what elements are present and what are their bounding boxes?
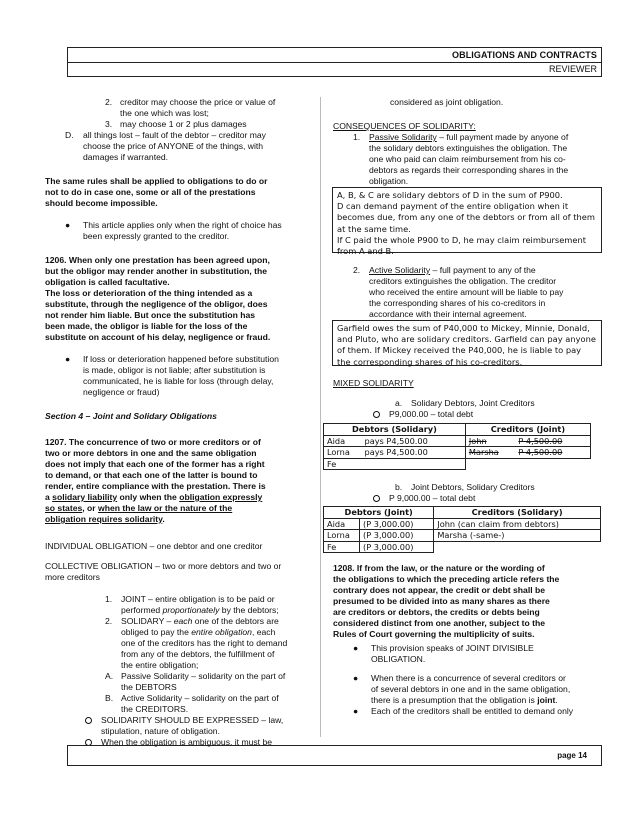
right-column bbox=[327, 97, 601, 717]
consequence-active: 2. Active Solidarity – full payment to any of the creditors extinguishes the obligation. The creditor who received the entire amount will be liable to pay the corresponding shares of his co-creditors in accordance with their internal agreement. bbox=[353, 265, 564, 319]
collective-obligation: COLLECTIVE OBLIGATION – two or more debtors and two or more creditors bbox=[45, 561, 282, 582]
choice-list bbox=[45, 97, 313, 130]
example-box-active: Garfield owes the sum of P40,000 to Mickey, Minnie, Donald, and Pluto, who are solidary creditors. Garfield can pay anyone of them. If Mickey received the P40,000, he is liable to pay the corresponding shares of his co-creditors. bbox=[332, 320, 602, 366]
list-item-text: the one which was lost; bbox=[120, 108, 209, 118]
consequences-heading: CONSEQUENCES OF SOLIDARITY: bbox=[333, 121, 476, 131]
table-row: Fe (P 3,000.00) bbox=[324, 541, 601, 553]
header-subtitle: REVIEWER bbox=[548, 64, 597, 74]
bullet-loss: ● If loss or deterioration happened before substitution is made, obligor is not liable; after substitution is communicated, he is liable for loss (through delay, negligence or fraud) bbox=[65, 354, 279, 397]
bullet-right-of-choice: ● This article applies only when the right of choice has been expressly granted to the creditor. bbox=[65, 220, 282, 241]
article-1206: 1206. When only one prestation has been agreed upon, but the obligor may render another in substitution, the obligation is called facultative. The loss or deterioration of the thing intended as a substitute, through the negligence of the obligor, does not render him liable. But once the substitution has been made, the obligor is liable for the loss of the substitute on account of his delay, negligence or fraud. bbox=[45, 255, 271, 342]
table-header: Creditors (Joint) bbox=[465, 424, 590, 436]
circle-bullet-icon bbox=[373, 411, 380, 418]
table-row: Fe bbox=[324, 458, 591, 470]
bullet-concurrence: ● When there is a concurrence of several creditors or of several debtors in one and in the same obligation, there is a presumption that the obligation is joint. ● Each of the creditors shall be entitled to demand only bbox=[353, 673, 574, 716]
list-marker: 3. bbox=[105, 119, 113, 129]
list-item-text: all things lost – fault of the debtor – creditor may bbox=[83, 130, 266, 140]
mixed-b: b. Joint Debtors, Solidary Creditors P 9,000.00 – total debt bbox=[333, 482, 601, 506]
table-solidary-debtors bbox=[323, 423, 591, 470]
mixed-solidarity-heading: MIXED SOLIDARITY bbox=[333, 378, 414, 388]
header-divider bbox=[68, 62, 601, 63]
circle-bullet-icon bbox=[373, 495, 380, 502]
left-column bbox=[45, 97, 313, 754]
bullet-icon: ● bbox=[353, 673, 359, 683]
table-joint-debtors bbox=[323, 506, 601, 553]
list-item-text: creditor may choose the price or value of bbox=[120, 97, 276, 107]
mixed-a: a. Solidary Debtors, Joint Creditors P9,000.00 – total debt bbox=[333, 398, 601, 423]
list-marker: D. bbox=[65, 130, 74, 140]
table-row: Aida pays P4,500.00 John P 4,500.00 bbox=[324, 435, 591, 447]
individual-obligation: INDIVIDUAL OBLIGATION – one debtor and one creditor bbox=[45, 541, 263, 551]
table-header: Debtors (Solidary) bbox=[324, 424, 466, 436]
solidarity-list: 1. JOINT – entire obligation is to be paid or performed proportionately by the debtors; 2. SOLIDARY – each one of the debtors are obliged to pay the entire obligation, each one of the creditors has the right to demand from any of the debtors, the fulfillment of the entire obligation; A. Passive Solidarity – solidarity on the part of the DEBTORS B. Active Solidarity – solidarity on the part of the CREDITORS. SOLIDARITY SHOULD BE EXPRESSED – law, stipulation, nature of obligation. When the obligation is ambiguous, it must be bbox=[45, 594, 313, 754]
article-1208: 1208. If from the law, or the nature or the wording of the obligations to which the preceding article refers the contrary does not appear, the credit or debt shall be presumed to be divided into as many shares as there are creditors or debtors, the credits or debts being considered distinct from one another, subject to the Rules of Court governing the multiplicity of suits. bbox=[333, 563, 560, 639]
list-item-text: may choose 1 or 2 plus damages bbox=[120, 119, 247, 129]
bullet-icon: ● bbox=[65, 354, 71, 364]
page-header bbox=[67, 47, 602, 77]
article-1207: 1207. The concurrence of two or more creditors or of two or more debtors in one and the same obligation does not imply that each one of the former has a right to demand, or that each one of the latter is bound to render, entire compliance with the prestation. There is a solidary liability only when the obligation expressly so states, or when the law or the nature of the obligation requires solidarity. bbox=[45, 437, 266, 524]
list-item-text: damages if warranted. bbox=[83, 152, 169, 162]
bullet-icon: ● bbox=[65, 220, 71, 230]
header-title: OBLIGATIONS AND CONTRACTS bbox=[452, 50, 597, 60]
consequence-passive: 1. Passive Solidarity – full payment made by anyone of the solidary debtors extinguishes the obligation. The one who paid can claim reimbursement from his co- debtors as regards their corresponding shares in the obligation. bbox=[353, 132, 569, 186]
list-marker: 2. bbox=[105, 97, 113, 107]
bullet-joint-divisible: ● This provision speaks of JOINT DIVISIBLE OBLIGATION. bbox=[353, 643, 534, 664]
bullet-icon: ● bbox=[353, 706, 359, 716]
choice-d bbox=[45, 130, 313, 166]
page-footer bbox=[67, 745, 602, 766]
same-rules-paragraph: The same rules shall be applied to obligations to do or not to do in case one, some or all of the prestations should become impossible. bbox=[45, 176, 268, 208]
bullet-icon: ● bbox=[353, 643, 359, 653]
circle-bullet-icon bbox=[85, 717, 92, 724]
list-item-text: choose the price of ANYONE of the things, with bbox=[83, 141, 264, 151]
column-divider bbox=[320, 97, 321, 737]
table-row: Aida (P 3,000.00) John (can claim from debtors) bbox=[324, 518, 601, 530]
table-row: Lorna pays P4,500.00 Marsha P 4,500.00 bbox=[324, 447, 591, 459]
example-box-passive: A, B, & C are solidary debtors of D in the sum of P900. D can demand payment of the entire obligation when it becomes due, from any one of the debtors or from all of them at the same time. If C paid the whole P900 to D, he may claim reimbursement from A and B. bbox=[332, 187, 602, 253]
page-number: page 14 bbox=[557, 751, 587, 760]
table-header: Debtors (Joint) bbox=[324, 507, 434, 519]
section-heading: Section 4 – Joint and Solidary Obligations bbox=[45, 411, 217, 421]
table-header: Creditors (Solidary) bbox=[434, 507, 601, 519]
continued-text: considered as joint obligation. bbox=[390, 97, 504, 107]
table-row: Lorna (P 3,000.00) Marsha (-same-) bbox=[324, 530, 601, 542]
